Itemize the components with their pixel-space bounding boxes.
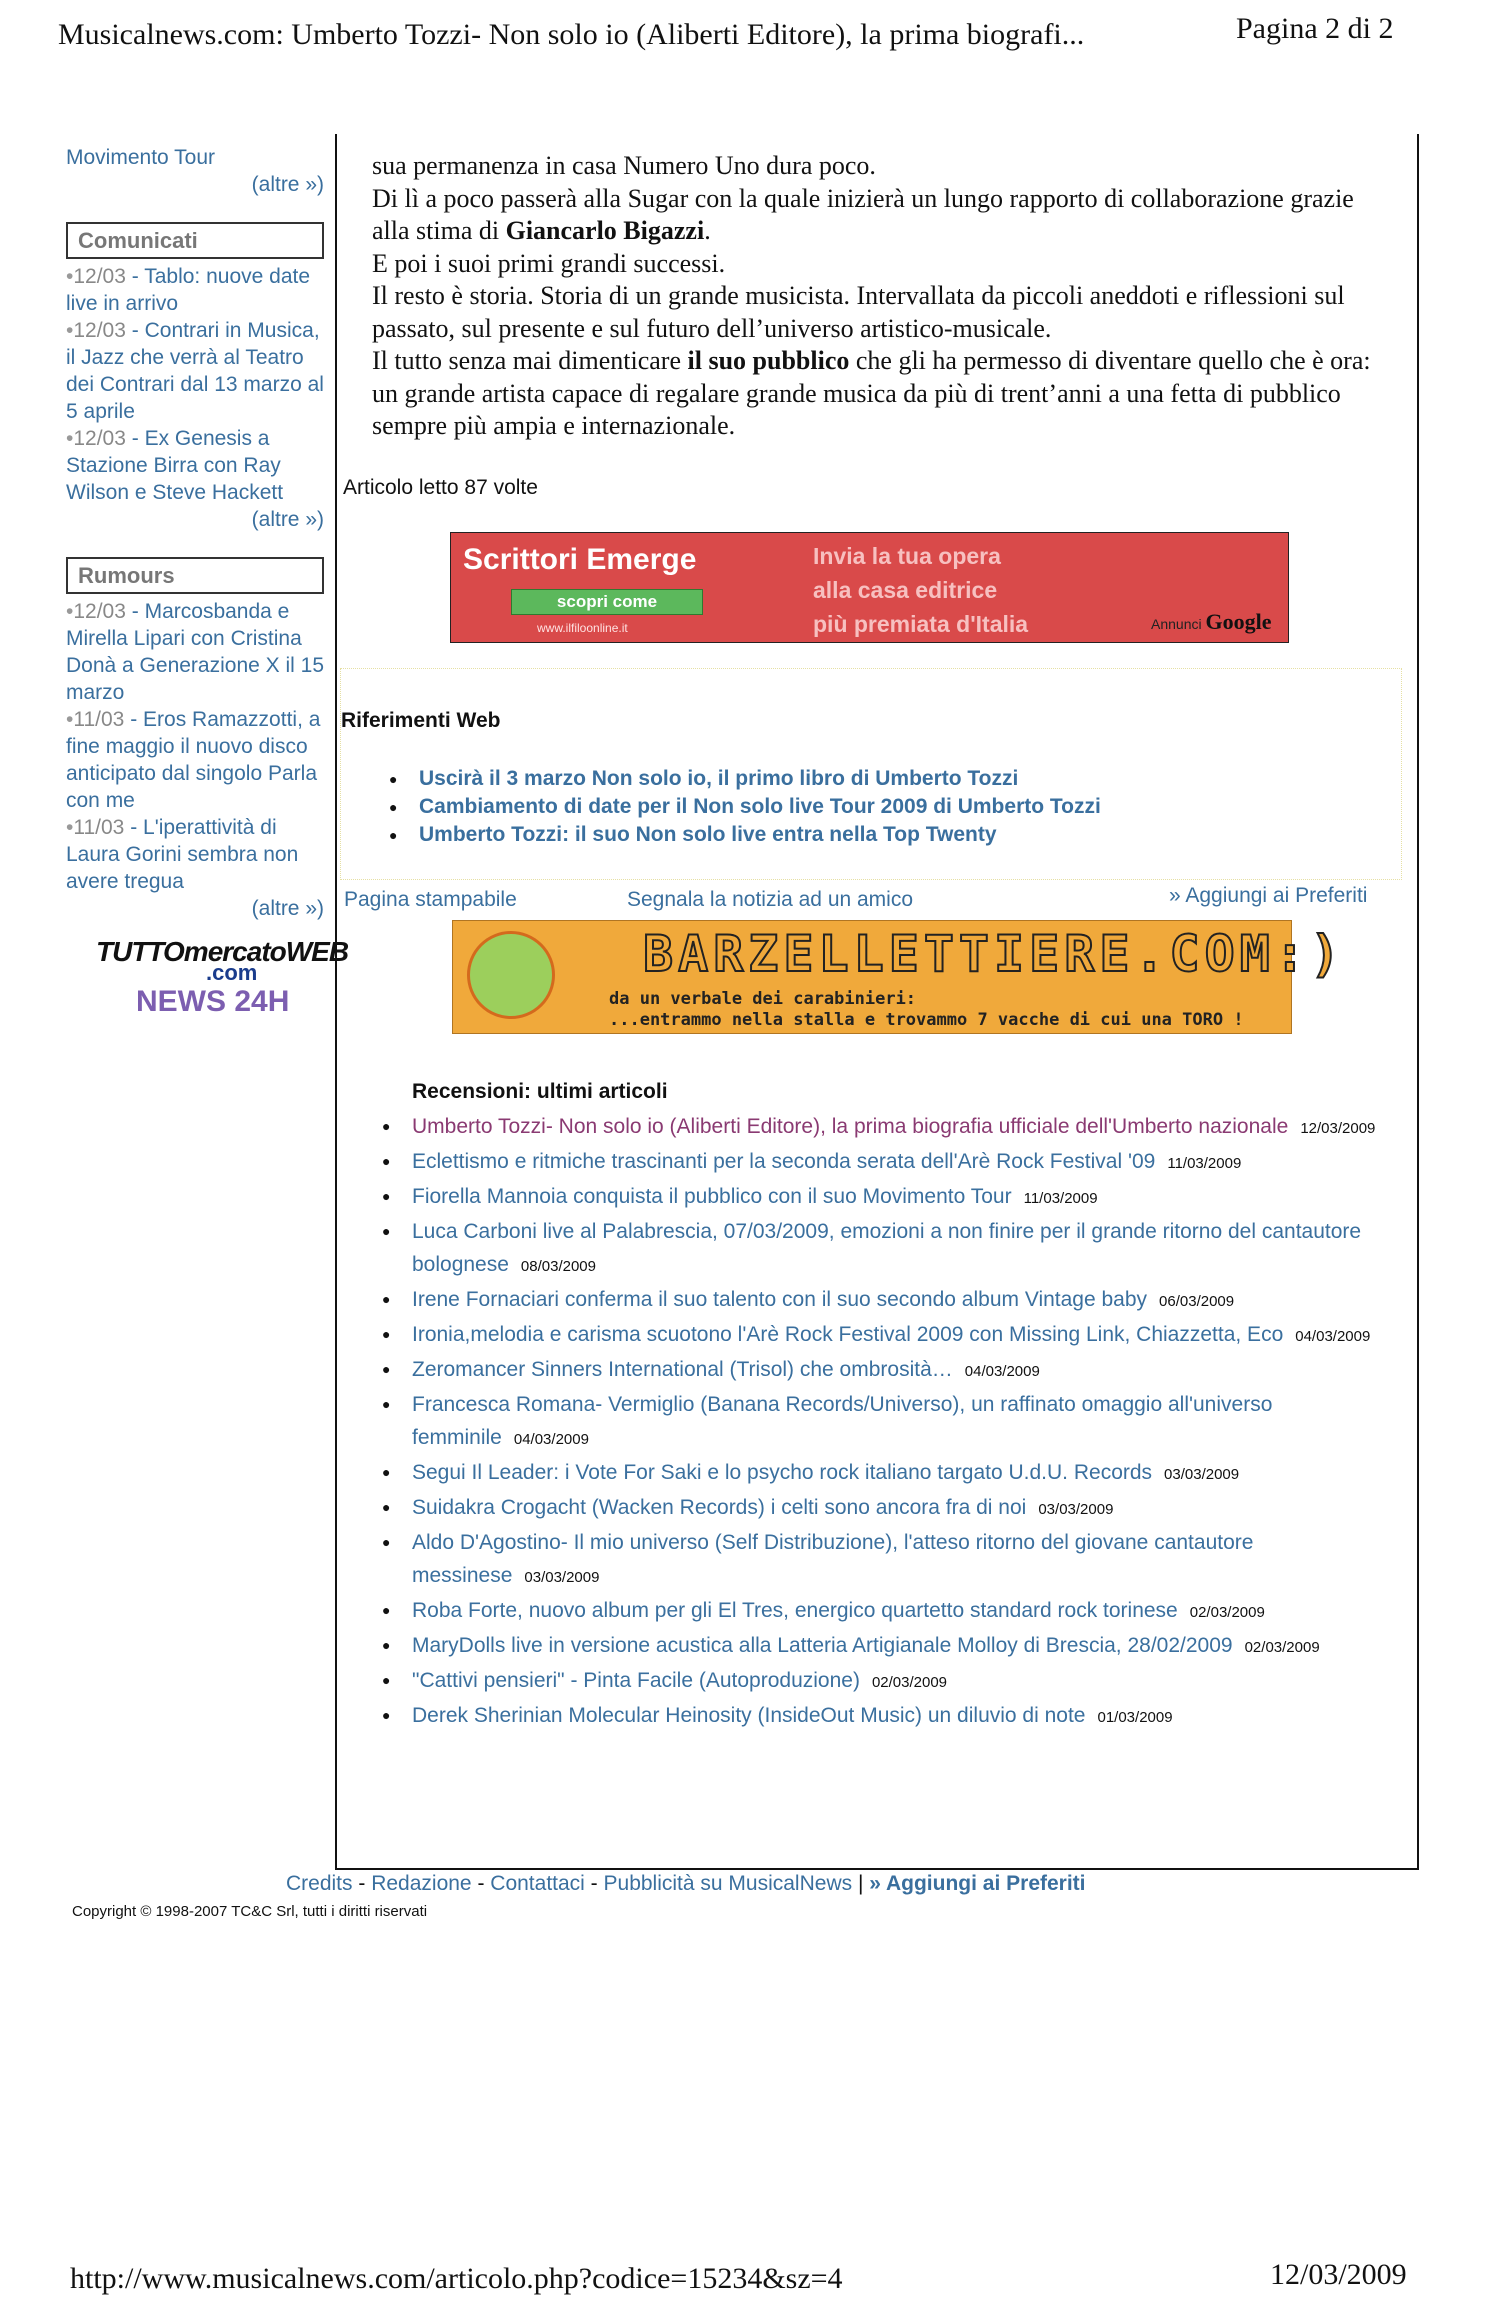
share-with-friend-link[interactable]: Segnala la notizia ad un amico	[627, 888, 914, 911]
item-date: 11/03	[73, 816, 125, 839]
ad-pitch-line: Invia la tua opera	[813, 543, 1001, 569]
print-page-number: Pagina 2 di 2	[1236, 12, 1394, 45]
recensione-item[interactable]	[382, 1491, 1402, 1526]
text-span: .	[704, 216, 711, 245]
recensione-item[interactable]	[382, 1526, 1402, 1594]
recensione-date: 03/03/2009	[1164, 1466, 1240, 1483]
ad-text-line: da un verbale dei carabinieri:	[609, 989, 917, 1009]
annunci-google[interactable]	[1151, 609, 1271, 635]
ref-link[interactable]: ● Umberto Tozzi: il suo Non solo live entra nella Top Twenty	[389, 821, 1101, 849]
footer-add-favorites-link[interactable]: » Aggiungi ai Preferiti	[869, 1872, 1086, 1895]
recensione-link[interactable]: Fiorella Mannoia conquista il pubblico con il suo Movimento Tour	[412, 1185, 1012, 1208]
comunicati-header: Comunicati	[66, 222, 324, 259]
recensione-item[interactable]	[382, 1283, 1402, 1318]
item-date: 12/03	[73, 600, 126, 623]
pubblicita-link[interactable]: Pubblicità su MusicalNews	[603, 1872, 853, 1895]
page-footer-links: Credits - Redazione - Contattaci - Pubblicità su MusicalNews | » Aggiungi ai Preferiti	[286, 1872, 1086, 1895]
item-date: 11/03	[73, 708, 125, 731]
article-body	[372, 150, 1392, 443]
recensione-link[interactable]: Francesca Romana- Vermiglio (Banana Records/Universo), un raffinato omaggio all'universo femminile	[412, 1393, 1273, 1449]
text-span: Di lì a poco passerà alla Sugar con la quale inizierà un lungo rapporto di collaborazione grazie alla stima di	[372, 183, 1354, 245]
bold-phrase: il suo pubblico	[687, 346, 850, 375]
logo-text: TUTTOmercatoWEB	[96, 936, 349, 967]
comunicati-item[interactable]: •12/03 - Ex Genesis a Stazione Birra con Ray Wilson e Steve Hackett	[66, 427, 284, 504]
comunicati-item[interactable]: •12/03 - Contrari in Musica, il Jazz che verrà al Teatro dei Contrari dal 13 marzo al 5 aprile	[66, 319, 324, 423]
ad-title: Scrittori Emerge	[463, 543, 697, 576]
recensione-link[interactable]: Aldo D'Agostino- Il mio universo (Self Distribuzione), l'atteso ritorno del giovane cantautore messinese	[412, 1531, 1254, 1587]
article-paragraph: sua permanenza in casa Numero Uno dura poco.	[372, 151, 876, 180]
recensione-link[interactable]: Segui Il Leader: i Vote For Saki e lo psycho rock italiano targato U.d.U. Records	[412, 1461, 1153, 1484]
recensione-link[interactable]: Suidakra Crogacht (Wacken Records) i celti sono ancora fra di noi	[412, 1496, 1027, 1519]
contattaci-link[interactable]: Contattaci	[490, 1872, 585, 1895]
bullet-icon: •	[66, 427, 74, 450]
recensione-link[interactable]: Irene Fornaciari conferma il suo talento con il suo secondo album Vintage baby	[412, 1288, 1148, 1311]
rumours-item[interactable]: •11/03 - Eros Ramazzotti, a fine maggio il nuovo disco anticipato dal singolo Parla con me	[66, 708, 321, 812]
logo-domain: .com	[206, 960, 258, 985]
recensione-item[interactable]	[382, 1215, 1402, 1283]
recensione-item[interactable]	[382, 1318, 1402, 1353]
recensione-link[interactable]: Zeromancer Sinners International (Trisol) che ombrosità…	[412, 1358, 953, 1381]
ad-banner-barzellettiere[interactable]	[452, 920, 1346, 1034]
recensione-link[interactable]: "Cattivi pensieri" - Pinta Facile (Autoproduzione)	[412, 1669, 860, 1692]
recensione-link[interactable]: Eclettismo e ritmiche trascinanti per la seconda serata dell'Arè Rock Festival '09	[412, 1150, 1156, 1173]
item-text[interactable]: Ex Genesis a Stazione Birra con Ray Wilson e Steve Hackett	[66, 427, 284, 504]
credits-link[interactable]: Credits	[286, 1872, 353, 1895]
ad-pitch	[813, 539, 1028, 641]
text-span: Il tutto senza mai dimenticare	[372, 346, 688, 375]
recensione-item[interactable]	[382, 1699, 1402, 1734]
rumours-header: Rumours	[66, 557, 324, 594]
redazione-link[interactable]: Redazione	[371, 1872, 472, 1895]
recensione-date: 04/03/2009	[1295, 1328, 1371, 1345]
google-logo: Google	[1205, 609, 1272, 634]
rumours-more-link[interactable]: (altre »)	[251, 897, 324, 920]
comunicati-more-link[interactable]: (altre »)	[251, 508, 324, 531]
print-footer-date: 12/03/2009	[1270, 2258, 1407, 2291]
recensione-item[interactable]	[382, 1145, 1402, 1180]
item-text[interactable]: Contrari in Musica, il Jazz che verrà al Teatro dei Contrari dal 13 marzo al 5 aprile	[66, 319, 324, 423]
recensione-link[interactable]: Umberto Tozzi- Non solo io (Aliberti Editore), la prima biografia ufficiale dell'Umberto nazionale	[412, 1115, 1289, 1138]
recensione-item[interactable]	[382, 1180, 1402, 1215]
recensione-item[interactable]	[382, 1629, 1402, 1664]
item-text[interactable]: Marcosbanda e Mirella Lipari con Cristina Donà a Generazione X il 15 marzo	[66, 600, 324, 704]
ad-banner-scrittori[interactable]	[450, 532, 1289, 643]
recensione-date: 11/03/2009	[1023, 1190, 1098, 1207]
recensione-date: 03/03/2009	[524, 1569, 600, 1586]
sidebar-link-movimento-tour[interactable]: Movimento Tour	[66, 146, 216, 169]
recensione-date: 02/03/2009	[1244, 1639, 1320, 1656]
item-date: 12/03	[73, 427, 126, 450]
bullet-icon: •	[66, 265, 74, 288]
riferimenti-web-box	[340, 668, 1402, 880]
article-paragraph: Il resto è storia. Storia di un grande musicista. Intervallata da piccoli aneddoti e riflessioni sul passato, sul presente e sul futuro dell’universo artistico-musicale.	[372, 281, 1345, 343]
recensione-link[interactable]: Roba Forte, nuovo album per gli El Tres, energico quartetto standard rock torinese	[412, 1599, 1178, 1622]
text-span: che gli ha permesso di diventare quello che è ora: un grande artista capace di regalare grande musica da più di trent’anni a una fetta di pubblico sempre più ampia e internazionale.	[372, 346, 1371, 440]
logo-news-24h: NEWS 24H	[136, 985, 290, 1018]
bullet-icon: •	[66, 600, 74, 623]
recensione-date: 08/03/2009	[520, 1258, 596, 1275]
bullet-icon: •	[66, 816, 74, 839]
article-paragraph	[372, 345, 1392, 443]
print-footer-url: http://www.musicalnews.com/articolo.php?codice=15234&sz=4	[70, 2262, 843, 2295]
recensioni-title: Recensioni: ultimi articoli	[412, 1080, 668, 1103]
print-header-title: Musicalnews.com: Umberto Tozzi- Non solo io (Aliberti Editore), la prima biografi...	[58, 18, 1085, 51]
recensione-link[interactable]: MaryDolls live in versione acustica alla Latteria Artigianale Molloy di Brescia, 28/02/2009	[412, 1634, 1233, 1657]
recensione-item[interactable]	[382, 1110, 1402, 1145]
ad-pitch-line: alla casa editrice	[813, 577, 998, 603]
read-count: Articolo letto 87 volte	[343, 476, 538, 499]
item-date: 12/03	[73, 319, 126, 342]
recensione-item[interactable]	[382, 1664, 1402, 1699]
ad-title: BARZELLETTIERE.COM:)	[643, 925, 1346, 983]
recensione-link[interactable]: Ironia,melodia e carisma scuotono l'Arè Rock Festival 2009 con Missing Link, Chiazzetta, Eco	[412, 1323, 1284, 1346]
bullet-icon: •	[66, 319, 74, 342]
sidebar	[66, 144, 349, 1018]
ref-link[interactable]: ● Cambiamento di date per il Non solo live Tour 2009 di Umberto Tozzi	[389, 793, 1101, 821]
recensione-date: 04/03/2009	[513, 1431, 589, 1448]
barzellettiere-logo-icon	[467, 931, 555, 1019]
ref-link[interactable]: ● Uscirà il 3 marzo Non solo io, il primo libro di Umberto Tozzi	[389, 765, 1101, 793]
ad-pitch-line: più premiata d'Italia	[813, 611, 1029, 637]
item-text[interactable]: L'iperattività di Laura Gorini sembra non avere tregua	[66, 816, 299, 893]
copyright: Copyright © 1998-2007 TC&C Srl, tutti i diritti riservati	[72, 1903, 428, 1920]
article-paragraph	[372, 183, 1392, 248]
comunicati-item[interactable]: •12/03 - Tablo: nuove date live in arrivo	[66, 265, 311, 315]
item-text[interactable]: Eros Ramazzotti, a fine maggio il nuovo disco anticipato dal singolo Parla con me	[66, 708, 321, 812]
recensione-link[interactable]: Luca Carboni live al Palabrescia, 07/03/2009, emozioni a non finire per il grande ritorno del cantautore bolognese	[412, 1220, 1362, 1276]
recensione-date: 01/03/2009	[1097, 1709, 1173, 1726]
riferimenti-web-title: Riferimenti Web	[341, 709, 501, 732]
recensione-item[interactable]	[382, 1456, 1402, 1491]
recensione-date: 12/03/2009	[1300, 1120, 1376, 1137]
recensione-date: 04/03/2009	[964, 1363, 1040, 1380]
bullet-icon: •	[66, 708, 74, 731]
recensione-date: 06/03/2009	[1159, 1293, 1235, 1310]
recensione-item[interactable]	[382, 1353, 1402, 1388]
recensione-date: 03/03/2009	[1038, 1501, 1114, 1518]
riferimenti-web-list	[389, 765, 1101, 849]
recensione-date: 11/03/2009	[1167, 1155, 1242, 1172]
recensione-item[interactable]	[382, 1594, 1402, 1629]
annunci-label: Annunci	[1151, 616, 1202, 632]
recensione-date: 02/03/2009	[1189, 1604, 1265, 1621]
ad-site-url: www.ilfiloonline.it	[537, 621, 628, 635]
item-text[interactable]: Tablo: nuove date live in arrivo	[66, 265, 311, 315]
print-page-link[interactable]: Pagina stampabile	[344, 888, 517, 911]
recensione-item[interactable]	[382, 1388, 1402, 1456]
ad-text-line: ...entrammo nella stalla e trovammo 7 vacche di cui una TORO !	[609, 1010, 1244, 1030]
tuttomercatoweb-logo[interactable]	[96, 936, 349, 1018]
article-paragraph: E poi i suoi primi grandi successi.	[372, 248, 726, 278]
rumours-item[interactable]: •12/03 - Marcosbanda e Mirella Lipari con Cristina Donà a Generazione X il 15 marzo	[66, 600, 324, 704]
bold-name: Giancarlo Bigazzi	[505, 216, 705, 245]
ad-cta-button[interactable]: scopri come	[511, 589, 703, 615]
add-to-favorites-link[interactable]: » Aggiungi ai Preferiti	[1169, 884, 1368, 907]
recensione-date: 02/03/2009	[871, 1674, 948, 1691]
rumours-item[interactable]: •11/03 - L'iperattività di Laura Gorini sembra non avere tregua	[66, 816, 299, 893]
recensioni-list	[382, 1110, 1402, 1734]
sidebar-more-link[interactable]: (altre »)	[251, 173, 324, 196]
item-date: 12/03	[73, 265, 126, 288]
recensione-link[interactable]: Derek Sherinian Molecular Heinosity (InsideOut Music) un diluvio di note	[412, 1704, 1086, 1727]
